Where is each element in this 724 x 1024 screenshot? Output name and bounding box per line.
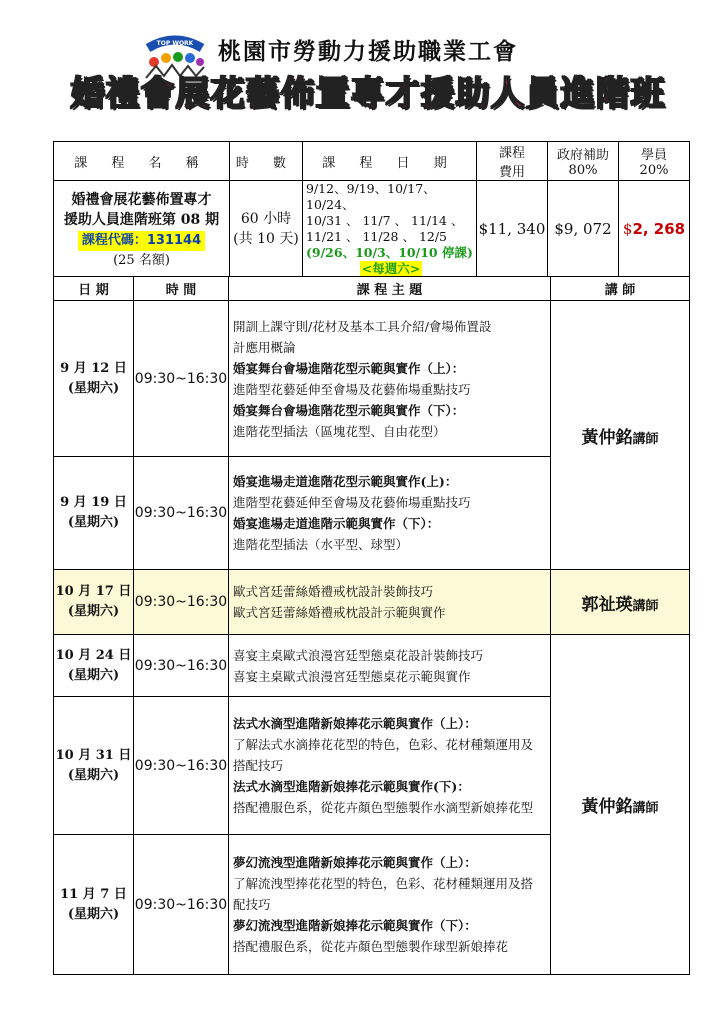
session-time: 09:30~16:30 xyxy=(134,697,229,835)
student-fee: $2, 268 xyxy=(619,181,690,278)
header-date: 日 期 xyxy=(54,277,134,301)
header-fee: 課程 費用 xyxy=(477,142,548,181)
schedule-row-highlighted xyxy=(54,570,690,635)
session-time: 09:30~16:30 xyxy=(134,457,229,570)
session-topic: 婚宴進場走道進階花型示範與實作(上)： 進階型花藝延伸至會場及花藝佈場重點技巧 婚宴進場走道進階示範與實作（下）： 進階花型插法（水平型、球型） xyxy=(229,457,551,570)
weekday-note: <每週六> xyxy=(361,261,421,276)
header-teacher: 講 師 xyxy=(551,277,690,301)
session-date: 9 月 19 日 (星期六) xyxy=(54,457,134,570)
schedule-table xyxy=(53,276,690,975)
header-student: 學員 20% xyxy=(619,142,690,181)
session-topic: 夢幻流洩型進階新娘捧花示範與實作（上）： 了解流洩型捧花花型的特色，色彩、花材種類運用及搭 配技巧 夢幻流洩型進階新娘捧花示範與實作（下）： 搭配禮服色系，從花卉顏色型態製作球型新娘捧花 xyxy=(229,835,551,975)
page-title: 婚禮會展花藝佈置專才援助人員進階班 xyxy=(70,74,666,114)
teacher-cell: 郭祉瑛講師 xyxy=(551,570,690,635)
session-time: 09:30~16:30 xyxy=(134,835,229,975)
session-date: 10 月 31 日 (星期六) xyxy=(54,697,134,835)
header-subsidy: 政府補助 80% xyxy=(548,142,619,181)
header-topic: 課 程 主 題 xyxy=(229,277,551,301)
course-info-table xyxy=(53,141,690,278)
organization-name: 桃園市勞動力援助職業工會 xyxy=(218,38,518,65)
teacher-name: 黃仲銘 xyxy=(581,797,633,817)
svg-text:TOP WORK: TOP WORK xyxy=(156,40,194,47)
course-code-badge: 課程代碼：131144 xyxy=(78,231,205,251)
course-info-header-row xyxy=(54,142,690,181)
session-topic: 歐式宮廷蕾絲婚禮戒枕設計裝飾技巧 歐式宮廷蕾絲婚禮戒枕設計示範與實作 xyxy=(229,570,551,635)
session-date: 10 月 17 日 (星期六) xyxy=(54,570,134,635)
suspended-dates-note: (9/26、10/3、10/10 停課) xyxy=(306,245,473,260)
hours-cell: 60 小時 (共 10 天) xyxy=(230,181,303,278)
teacher-name: 郭祉瑛 xyxy=(581,594,633,615)
session-topic: 喜宴主桌歐式浪漫宮廷型態桌花設計裝飾技巧 喜宴主桌歐式浪漫宮廷型態桌花示範與實作 xyxy=(229,635,551,697)
header-time: 時 間 xyxy=(134,277,229,301)
dates-cell: 9/12、9/19、10/17、10/24、 10/31 、 11/7 、 11/14 、 11/21 、 11/28 、 12/5 (9/26、10/3、10/10 停課) <每週六> xyxy=(303,181,477,278)
teacher-cell: 黃仲銘講師 xyxy=(551,635,690,975)
schedule-header-row xyxy=(54,277,690,301)
session-date: 10 月 24 日 (星期六) xyxy=(54,635,134,697)
header-course-name: 課 程 名 稱 xyxy=(54,142,230,181)
session-date: 11 月 7 日 (星期六) xyxy=(54,835,134,975)
session-time: 09:30~16:30 xyxy=(134,570,229,635)
seats-count: (25 名額) xyxy=(113,252,170,268)
course-name-cell: 婚禮會展花藝佈置專才 援助人員進階班第 08 期 課程代碼：131144 (25 名額) xyxy=(54,181,230,278)
teacher-cell: 黃仲銘講師 xyxy=(551,301,690,570)
session-topic: 法式水滴型進階新娘捧花示範與實作（上）： 了解法式水滴捧花花型的特色，色彩、花材種類運用及 搭配技巧 法式水滴型進階新娘捧花示範與實作(下)： 搭配禮服色系，從花卉顏色型態製作水滴型新娘捧花型 xyxy=(229,697,551,835)
session-time: 09:30~16:30 xyxy=(134,301,229,457)
government-subsidy: $9, 072 xyxy=(548,181,619,278)
header-dates: 課 程 日 期 xyxy=(303,142,477,181)
course-fee: $11, 340 xyxy=(477,181,548,278)
schedule-row xyxy=(54,301,690,457)
session-topic: 開訓上課守則/花材及基本工具介紹/會場佈置設 計應用概論 婚宴舞台會場進階花型示範與實作（上）： 進階型花藝延伸至會場及花藝佈場重點技巧 婚宴舞台會場進階花型示範與實作（下）： 進階花型插法（區塊花型、自由花型） xyxy=(229,301,551,457)
session-time: 09:30~16:30 xyxy=(134,635,229,697)
header-hours: 時 數 xyxy=(230,142,303,181)
course-info-row xyxy=(54,181,690,278)
session-date: 9 月 12 日 (星期六) xyxy=(54,301,134,457)
teacher-name: 黃仲銘 xyxy=(581,427,633,448)
schedule-row xyxy=(54,635,690,697)
